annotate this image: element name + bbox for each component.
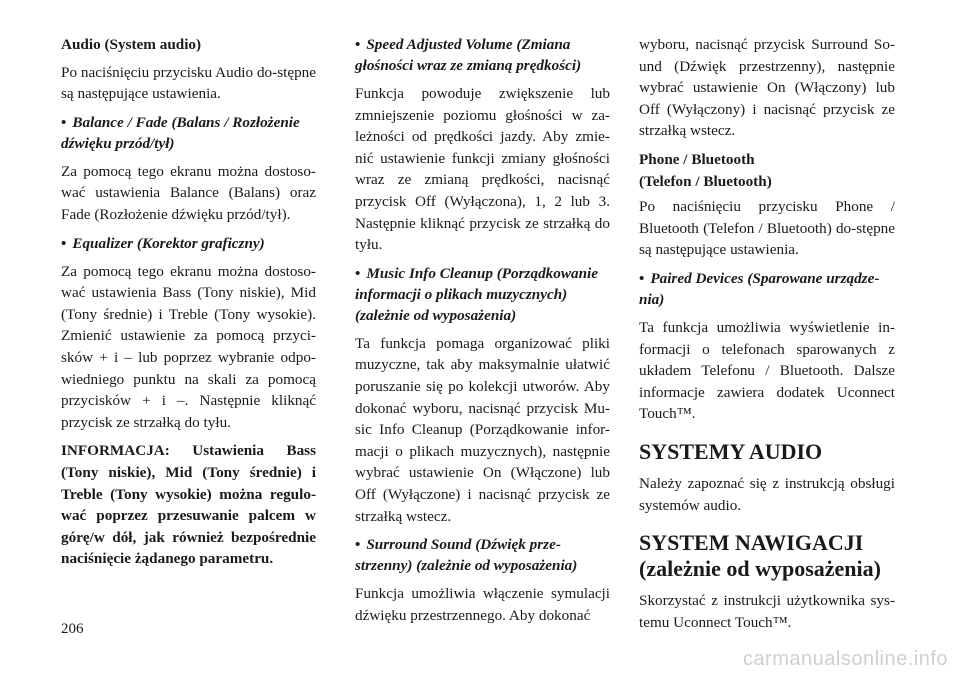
paragraph-paired-devices: Ta funkcja umożliwia wyświetlenie in-formacji o telefonach sparowanych z układem Telefonu / Bluetooth. Dalsze informacje zawiera dodatek Uconnect Touch™. <box>639 318 895 423</box>
bullet-speed-adjusted-volume <box>355 34 610 76</box>
paragraph-balance-fade: Za pomocą tego ekranu można dostoso-wać ustawienia Balance (Balans) oraz Fade (Rozłożenie dźwięku przód/tył). <box>61 162 316 223</box>
note-informacja: INFORMACJA: Ustawienia Bass (Tony niskie), Mid (Tony średnie) i Treble (Tony wysokie) można regulo-wać poprzez przesuwanie palcem w górę/w dół, jak również bezpośrednie naciśnięcie żądanego parametru. <box>61 442 316 568</box>
column-middle <box>355 34 610 633</box>
bullet-paired-devices <box>639 268 895 310</box>
paragraph-equalizer: Za pomocą tego ekranu można dostoso-wać ustawienia Bass (Tony niskie), Mid (Tony średnie) i Treble (Tony wysokie). Zmienić ustawienie za pomocą przyci-sków + i – lub poprzez wybranie odpo-wiedniego punktu na skali za pomocą przycisków + i –. Następnie kliknąć przycisk ze strzałką do tyłu. <box>61 262 316 431</box>
paragraph-system-nawigacji: Skorzystać z instrukcji użytkownika sys-temu Uconnect Touch™. <box>639 592 895 631</box>
bullet-dot: • <box>355 536 361 554</box>
page-number: 206 <box>61 621 84 637</box>
bullet-label: Equalizer (Korektor graficzny) <box>72 234 265 252</box>
bullet-label: Surround Sound (Dźwięk prze-strzenny) (zależnie od wyposażenia) <box>355 536 578 575</box>
section-heading-phone-bluetooth <box>639 149 895 192</box>
bullet-balance-fade <box>61 112 316 154</box>
paragraph-music-info-cleanup: Ta funkcja pomaga organizować pliki muzyczne, tak aby maksymalnie ułatwić poruszanie się po kolekcji utworów. Aby dokonać wyboru, nacisnąć przycisk Mu-sic Info Cleanup (Porządkowanie infor-macji o plikach muzycznych), następnie wybrać ustawienie On (Włączone) lub Off (Wyłączone) i nacisnąć przycisk ze strzałką wstecz. <box>355 334 610 525</box>
bullet-music-info-cleanup <box>355 263 610 326</box>
bullet-surround-sound <box>355 534 610 576</box>
bullet-dot: • <box>639 269 645 287</box>
heading-line: (Telefon / Bluetooth) <box>639 172 772 190</box>
bullet-dot: • <box>61 113 67 131</box>
heading-systemy-audio: SYSTEMY AUDIO <box>639 438 823 464</box>
watermark: carmanualsonline.info <box>742 648 948 670</box>
column-left <box>61 34 316 570</box>
column-right <box>639 34 895 640</box>
bullet-dot: • <box>355 36 361 53</box>
heading-line: (zależnie od wyposażenia) <box>639 556 881 582</box>
paragraph-surround-continued: wyboru, nacisnąć przycisk Surround So-und (Dźwięk przestrzenny), następnie wybrać ustawienie On (Włączony) lub Off (Wyłączony) i nacisnąć przycisk ze strzałką wstecz. <box>639 36 895 140</box>
paragraph-systemy-audio: Należy zapoznać się z instrukcją obsługi systemów audio. <box>639 474 895 514</box>
heading-line: SYSTEM NAWIGACJI <box>639 530 864 556</box>
bullet-label: Speed Adjusted Volume (Zmiana głośności wraz ze zmianą prędkości) <box>355 36 582 74</box>
heading-line: Phone / Bluetooth <box>639 150 755 168</box>
bullet-label: Balance / Fade (Balans / Rozłożenie dźwięku przód/tył) <box>61 113 300 152</box>
bullet-dot: • <box>355 264 361 282</box>
heading-system-nawigacji <box>639 530 895 582</box>
section-heading-audio: Audio (System audio) <box>61 36 202 53</box>
bullet-dot: • <box>61 234 67 252</box>
paragraph-phone-intro: Po naciśnięciu przycisku Phone / Bluetooth (Telefon / Bluetooth) do-stępne są następujące ustawienia. <box>639 198 895 259</box>
paragraph-audio-intro: Po naciśnięciu przycisku Audio do-stępne są następujące ustawienia. <box>61 63 316 103</box>
paragraph-speed-adjusted-volume: Funkcja powoduje zwiększenie lub zmniejszenie poziomu głośności w za-leżności od prędkości jazdy. Aby zmie-nić ustawienie funkcji zmiany głośności wraz ze zmianą prędkości, nacisnąć przycisk Off (Wyłączona), 1, 2 lub 3. Następnie kliknąć przycisk ze strzałką do tyłu. <box>355 85 610 254</box>
bullet-label: Music Info Cleanup (Porządkowanie informacji o plikach muzycznych) (zależnie od wyposażenia) <box>355 264 598 324</box>
bullet-equalizer <box>61 233 316 254</box>
paragraph-surround-sound: Funkcja umożliwia włączenie symulacji dźwięku przestrzennego. Aby dokonać <box>355 585 610 624</box>
bullet-label: Paired Devices (Sparowane urządze-nia) <box>639 269 880 308</box>
